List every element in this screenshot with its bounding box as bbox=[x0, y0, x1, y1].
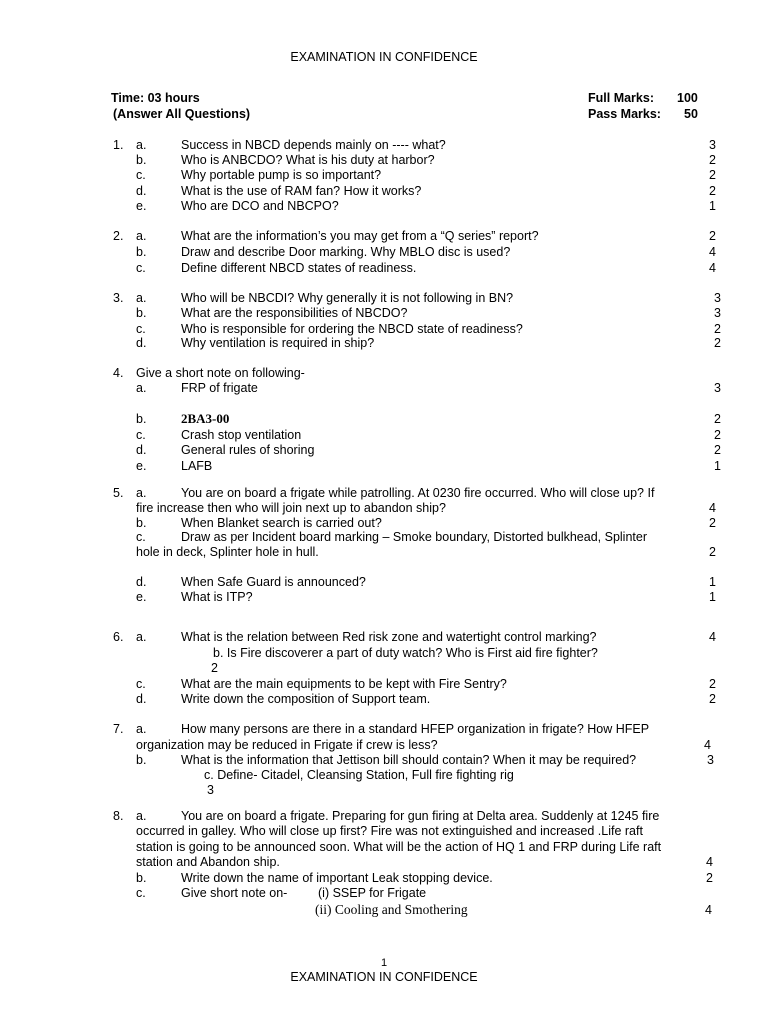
question-mark: 2 bbox=[714, 336, 721, 350]
question-text: What is the relation between Red risk zone and watertight control marking? bbox=[181, 630, 597, 644]
question-mark: 3 bbox=[714, 291, 721, 305]
instruction-label: (Answer All Questions) bbox=[113, 107, 251, 121]
sub-item: (i) SSEP for Frigate bbox=[318, 886, 427, 900]
question-mark: 1 bbox=[709, 590, 716, 604]
question-text: LAFB bbox=[181, 459, 213, 473]
sub-letter: d. bbox=[136, 184, 147, 198]
question-number: 8. bbox=[113, 809, 124, 823]
question-mark: 3 bbox=[709, 138, 716, 152]
question-text-continued: fire increase then who will join next up to abandon ship? bbox=[136, 501, 446, 515]
pass-marks-label: Pass Marks: bbox=[588, 107, 661, 121]
page-footer: EXAMINATION IN CONFIDENCE bbox=[290, 970, 478, 984]
question-text: What is ITP? bbox=[181, 590, 253, 604]
question-mark: 1 bbox=[709, 575, 716, 589]
sub-letter: c. bbox=[136, 428, 146, 442]
question-mark: 2 bbox=[709, 545, 716, 559]
question-mark: 2 bbox=[709, 229, 716, 243]
question-text-continued: occurred in galley. Who will close up first? Fire was not extinguished and increased .Life raft bbox=[136, 824, 643, 838]
question-number: 6. bbox=[113, 630, 124, 644]
question-text: When Blanket search is carried out? bbox=[181, 516, 382, 530]
question-mark: 4 bbox=[709, 501, 716, 515]
question-mark: 4 bbox=[709, 245, 716, 259]
question-text-continued: station and Abandon ship. bbox=[136, 855, 280, 869]
sub-letter: b. bbox=[136, 753, 147, 767]
sub-letter: c. bbox=[136, 677, 146, 691]
sub-item: (ii) Cooling and Smothering bbox=[315, 902, 468, 917]
sub-letter: c. bbox=[136, 168, 146, 182]
question-number: 3. bbox=[113, 291, 124, 305]
sub-letter: b. bbox=[136, 306, 147, 320]
question-mark: 2 bbox=[709, 168, 716, 182]
question-mark: 4 bbox=[705, 903, 712, 917]
question-mark: 1 bbox=[709, 199, 716, 213]
question-text: Who is ANBCDO? What is his duty at harbor? bbox=[181, 153, 435, 167]
question-text: How many persons are there in a standard HFEP organization in frigate? How HFEP bbox=[181, 722, 650, 736]
question-text: What is the information that Jettison bill should contain? When it may be required? bbox=[181, 753, 637, 767]
question-text: Draw as per Incident board marking – Smoke boundary, Distorted bulkhead, Splinter bbox=[181, 530, 647, 544]
question-mark: 4 bbox=[706, 855, 713, 869]
question-text: What is the use of RAM fan? How it works? bbox=[181, 184, 422, 198]
question-intro: Give a short note on following- bbox=[136, 366, 305, 380]
question-text: What are the information’s you may get from a “Q series” report? bbox=[181, 229, 539, 243]
question-mark: 2 bbox=[709, 692, 716, 706]
sub-letter: e. bbox=[136, 590, 147, 604]
question-mark: 4 bbox=[704, 738, 711, 752]
sub-letter: c. bbox=[136, 886, 146, 900]
question-text: You are on board a frigate while patrolling. At 0230 fire occurred. Who will close up? If bbox=[181, 486, 655, 500]
question-text: FRP of frigate bbox=[181, 381, 258, 395]
pass-marks-value: 50 bbox=[684, 107, 698, 121]
question-number: 4. bbox=[113, 366, 124, 380]
question-mark: 2 bbox=[709, 153, 716, 167]
question-mark: 2 bbox=[709, 677, 716, 691]
sub-letter: a. bbox=[136, 809, 147, 823]
question-mark: 2 bbox=[714, 428, 721, 442]
question-text: Draw and describe Door marking. Why MBLO disc is used? bbox=[181, 245, 511, 259]
question-text: Crash stop ventilation bbox=[181, 428, 302, 442]
sub-letter: c. bbox=[136, 530, 146, 544]
full-marks-label: Full Marks: bbox=[588, 91, 654, 105]
question-mark: 2 bbox=[709, 184, 716, 198]
question-text: b. Is Fire discoverer a part of duty watch? Who is First aid fire fighter? bbox=[213, 646, 598, 660]
sub-letter: a. bbox=[136, 722, 147, 736]
question-mark: 3 bbox=[714, 381, 721, 395]
question-mark: 2 bbox=[709, 516, 716, 530]
sub-letter: b. bbox=[136, 153, 147, 167]
question-mark: 2 bbox=[211, 661, 218, 675]
question-number: 1. bbox=[113, 138, 124, 152]
question-number: 5. bbox=[113, 486, 124, 500]
sub-letter: e. bbox=[136, 459, 147, 473]
sub-letter: e. bbox=[136, 199, 147, 213]
page-header: EXAMINATION IN CONFIDENCE bbox=[290, 50, 478, 64]
question-number: 2. bbox=[113, 229, 124, 243]
question-number: 7. bbox=[113, 722, 124, 736]
time-label: Time: 03 hours bbox=[111, 91, 200, 105]
question-text: Give short note on- bbox=[181, 886, 288, 900]
question-text: Write down the composition of Support team. bbox=[181, 692, 431, 706]
question-text-continued: station is going to be announced soon. What will be the action of HQ 1 and FRP during Life raft bbox=[136, 840, 662, 854]
question-text: When Safe Guard is announced? bbox=[181, 575, 366, 589]
question-mark: 3 bbox=[707, 753, 714, 767]
sub-letter: c. bbox=[136, 261, 146, 275]
question-mark: 2 bbox=[714, 412, 721, 426]
question-text: Define different NBCD states of readiness. bbox=[181, 261, 417, 275]
question-mark: 3 bbox=[714, 306, 721, 320]
sub-letter: a. bbox=[136, 291, 147, 305]
question-mark: 2 bbox=[714, 443, 721, 457]
question-mark: 3 bbox=[207, 783, 214, 797]
sub-letter: d. bbox=[136, 443, 147, 457]
question-mark: 2 bbox=[706, 871, 713, 885]
question-mark: 4 bbox=[709, 630, 716, 644]
sub-letter: a. bbox=[136, 381, 147, 395]
sub-letter: d. bbox=[136, 575, 147, 589]
sub-letter: b. bbox=[136, 516, 147, 530]
full-marks-value: 100 bbox=[677, 91, 698, 105]
question-text: Why portable pump is so important? bbox=[181, 168, 382, 182]
question-text: Who will be NBCDI? Why generally it is not following in BN? bbox=[181, 291, 514, 305]
question-text-continued: organization may be reduced in Frigate if crew is less? bbox=[136, 738, 438, 752]
sub-letter: c. bbox=[136, 322, 146, 336]
question-mark: 1 bbox=[714, 459, 721, 473]
question-text: Who is responsible for ordering the NBCD state of readiness? bbox=[181, 322, 523, 336]
sub-letter: d. bbox=[136, 692, 147, 706]
question-text: Why ventilation is required in ship? bbox=[181, 336, 375, 350]
question-text: You are on board a frigate. Preparing for gun firing at Delta area. Suddenly at 1245 fire bbox=[181, 809, 660, 823]
sub-letter: a. bbox=[136, 630, 147, 644]
question-text-continued: hole in deck, Splinter hole in hull. bbox=[136, 545, 319, 559]
sub-letter: b. bbox=[136, 245, 147, 259]
sub-letter: d. bbox=[136, 336, 147, 350]
sub-letter: b. bbox=[136, 412, 147, 426]
question-mark: 4 bbox=[709, 261, 716, 275]
sub-letter: a. bbox=[136, 138, 147, 152]
sub-letter: a. bbox=[136, 486, 147, 500]
question-text: 2BA3-00 bbox=[181, 411, 230, 426]
question-text: What are the main equipments to be kept with Fire Sentry? bbox=[181, 677, 507, 691]
question-text: c. Define- Citadel, Cleansing Station, Full fire fighting rig bbox=[204, 768, 514, 782]
question-text: What are the responsibilities of NBCDO? bbox=[181, 306, 408, 320]
question-text: General rules of shoring bbox=[181, 443, 315, 457]
question-text: Write down the name of important Leak stopping device. bbox=[181, 871, 493, 885]
sub-letter: b. bbox=[136, 871, 147, 885]
question-text: Success in NBCD depends mainly on ---- what? bbox=[181, 138, 446, 152]
sub-letter: a. bbox=[136, 229, 147, 243]
question-mark: 2 bbox=[714, 322, 721, 336]
page-number: 1 bbox=[380, 957, 388, 969]
question-text: Who are DCO and NBCPO? bbox=[181, 199, 339, 213]
